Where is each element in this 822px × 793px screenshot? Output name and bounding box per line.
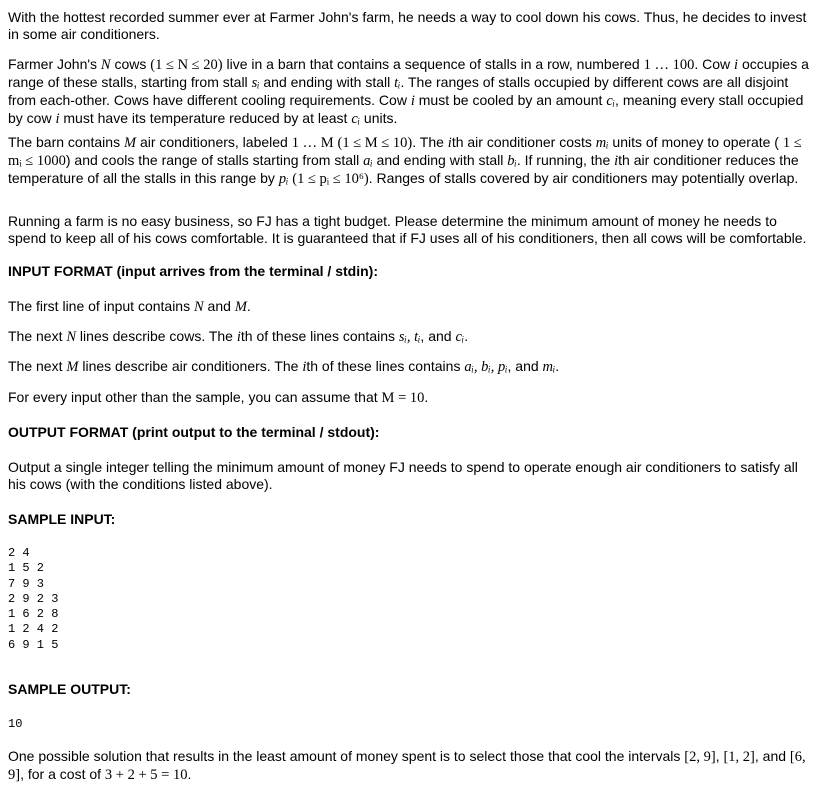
cows-text-4: . Cow (694, 56, 735, 72)
var-M: M (123, 135, 137, 151)
cows-paragraph (8, 56, 814, 128)
sample-output-heading: SAMPLE OUTPUT: (8, 681, 131, 697)
var-i: i (410, 93, 415, 109)
var-a-i: aᵢ (363, 153, 373, 169)
var-M: M (66, 359, 79, 375)
input-line-2-and: , and (420, 328, 456, 344)
ac-text-5: units of money to operate ( (608, 134, 779, 150)
var-s-i: sᵢ (251, 75, 260, 91)
m-equals-10: M = 10 (381, 390, 425, 406)
cows-text-7: . The ranges of stalls occupied by different cows are all disjoint from each-other. Cows have different cooling requirements. Cow (8, 74, 789, 108)
ac-text-4: th air conditioner costs (451, 134, 596, 150)
cows-text-10: must have its temperature reduced by at least (59, 110, 352, 126)
input-line-4-end: . (424, 389, 429, 405)
ac-text-7: and ending with stall (372, 152, 508, 168)
var-c-i: cᵢ (455, 329, 465, 345)
var-M: M (234, 299, 247, 315)
var-i: i (55, 111, 60, 127)
input-line-2-text-c: th of these lines contains (240, 328, 399, 344)
cows-text-6: and ending with stall (259, 74, 395, 90)
ac-text-3: . The (412, 134, 448, 150)
interval-2: [1, 2] (723, 749, 755, 765)
output-format-text: Output a single integer telling the minimum amount of money FJ needs to spend to operate enough air conditioners to satisfy all his cows (with the conditions listed above). (8, 459, 798, 492)
input-line-3-text: The next (8, 358, 67, 374)
budget-paragraph: Running a farm is no easy business, so FJ has a tight budget. Please determine the minimum amount of money he needs to spend to keep all of his cows comfortable. It is guaranteed that if FJ uses all of his conditioners, then all cows will be comfortable. (8, 213, 807, 246)
ac-text-9: th air conditioner reduces the temperature of all the stalls in this range by (8, 152, 799, 186)
explanation-end: . (187, 766, 192, 782)
sample-input-heading: SAMPLE INPUT: (8, 511, 116, 527)
sample-input-block: 2 4 1 5 2 7 9 3 2 9 2 3 1 6 2 8 1 2 4 2 6 9 1 5 (8, 546, 59, 652)
cows-text-1: Farmer John's (8, 56, 101, 72)
constraint-m-i: 1 ≤ mᵢ ≤ 1000 (8, 135, 802, 169)
cow-vars: sᵢ, tᵢ (398, 329, 421, 345)
input-line-4 (8, 389, 428, 407)
ac-text-8: . If running, the (516, 152, 615, 168)
input-line-2-text: The next (8, 328, 67, 344)
intro-paragraph: With the hottest recorded summer ever at Farmer John's farm, he needs a way to cool down his cows. Thus, he decides to invest in some air conditioners. (8, 9, 807, 42)
var-t-i: tᵢ (394, 75, 401, 91)
input-line-1-text: The first line of input contains (8, 298, 194, 314)
cost-sum: 3 + 2 + 5 = 10 (104, 767, 188, 783)
explanation-and: , and (754, 748, 790, 764)
var-m-i: mᵢ (595, 135, 609, 151)
var-i: i (734, 57, 739, 73)
var-i: i (236, 329, 241, 345)
var-N: N (100, 57, 111, 73)
constraint-M: (1 ≤ M ≤ 10) (337, 135, 413, 151)
ac-vars: aᵢ, bᵢ, pᵢ (464, 359, 508, 375)
cows-text-2: cows (110, 56, 151, 72)
cows-text-5: occupies a range of these stalls, starting from stall (8, 56, 809, 90)
explanation-paragraph (8, 748, 814, 784)
constraint-N: (1 ≤ N ≤ 20) (150, 57, 223, 73)
explanation-text-1: One possible solution that results in the least amount of money spent is to select those that cool the intervals (8, 748, 685, 764)
input-line-2-end: . (464, 328, 469, 344)
var-c-i: cᵢ (351, 111, 361, 127)
var-i: i (614, 153, 619, 169)
ac-text-2: air conditioners, labeled (136, 134, 292, 150)
cows-text-8: must be cooled by an amount (414, 92, 607, 108)
var-i: i (447, 135, 452, 151)
ac-text-6: ) and cools the range of stalls starting from stall (65, 152, 364, 168)
input-line-1-end: . (246, 298, 251, 314)
input-line-2-text-b: lines describe cows. The (76, 328, 237, 344)
interval-3: [6, 9] (8, 749, 806, 783)
cows-text-3: live in a barn that contains a sequence of stalls in a row, numbered (222, 56, 644, 72)
interval-1: [2, 9] (684, 749, 716, 765)
ac-paragraph (8, 134, 814, 188)
sample-output-block: 10 (8, 717, 23, 731)
input-line-1 (8, 298, 251, 316)
var-i: i (302, 359, 307, 375)
input-line-2 (8, 328, 468, 346)
var-N: N (66, 329, 77, 345)
input-line-3-text-b: lines describe air conditioners. The (78, 358, 303, 374)
ac-range: 1 … M (291, 135, 334, 151)
ac-text-1: The barn contains (8, 134, 124, 150)
explanation-text-4: , for a cost of (20, 766, 105, 782)
stall-range: 1 … 100 (643, 57, 695, 73)
input-line-3-text-c: th of these lines contains (306, 358, 465, 374)
input-line-3-and: , and (507, 358, 543, 374)
cows-text-11: units. (360, 110, 398, 126)
input-format-heading: INPUT FORMAT (input arrives from the terminal / stdin): (8, 263, 378, 279)
input-line-3-end: . (555, 358, 560, 374)
var-N: N (194, 299, 204, 315)
var-b-i: bᵢ (507, 153, 517, 169)
constraint-p-i: (1 ≤ pᵢ ≤ 10⁶) (292, 171, 369, 187)
input-line-3 (8, 358, 559, 376)
input-line-1-and: and (203, 298, 235, 314)
input-line-4-text: For every input other than the sample, you can assume that (8, 389, 382, 405)
ac-text-10: . Ranges of stalls covered by air conditioners may potentially overlap. (368, 170, 799, 186)
var-c-i: cᵢ (606, 93, 616, 109)
explanation-comma: , (715, 748, 724, 764)
output-format-heading: OUTPUT FORMAT (print output to the terminal / stdout): (8, 424, 380, 440)
cows-text-9: , meaning every stall occupied by cow (8, 92, 804, 126)
var-m-i: mᵢ (542, 359, 556, 375)
var-p-i: pᵢ (278, 171, 289, 187)
